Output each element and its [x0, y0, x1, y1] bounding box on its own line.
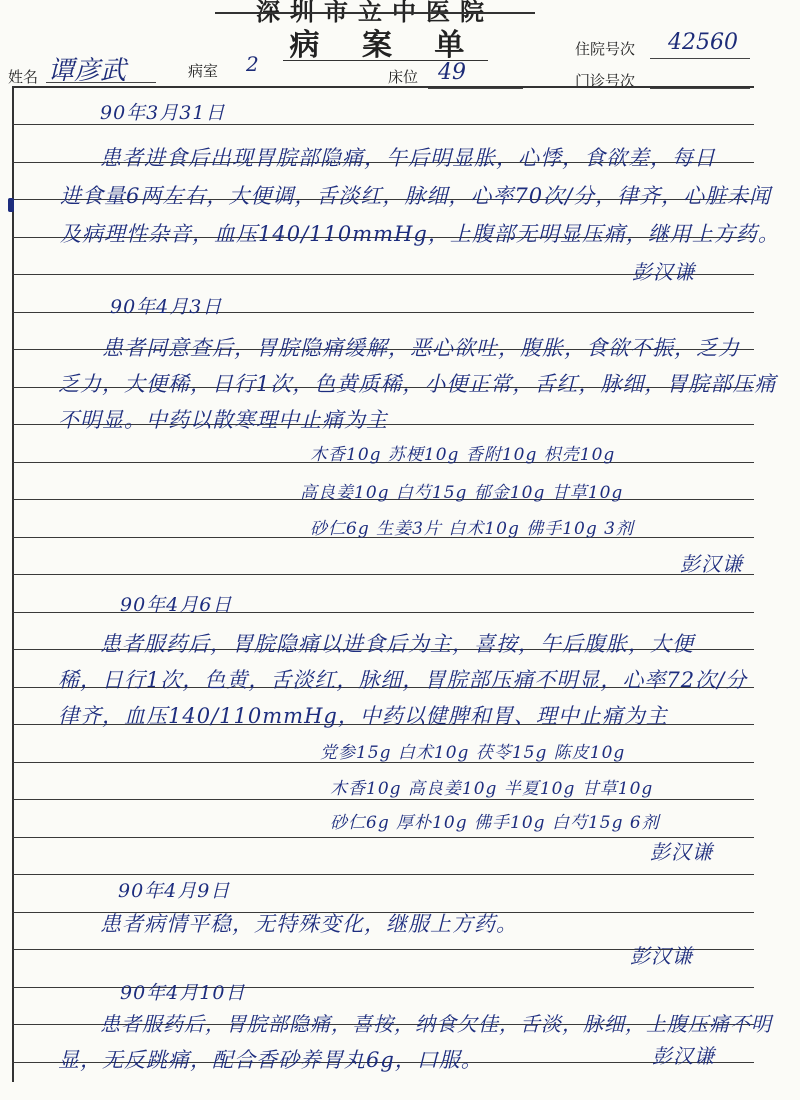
doctor-signature: 彭汉谦 [632, 260, 695, 284]
entry-text-line: 患者病情平稳，无特殊变化，继服上方药。 [100, 912, 518, 936]
prescription-line: 砂仁6g 生姜3片 白术10g 佛手10g 3剂 [310, 519, 634, 539]
entry-date: 90年3月31日 [100, 102, 226, 124]
entry-text-line: 患者进食后出现胃脘部隐痛，午后明显胀，心悸，食欲差，每日 [100, 146, 716, 170]
entry-text-line: 不明显。中药以散寒理中止痛为主 [58, 408, 388, 432]
name-underline [46, 82, 156, 83]
ward-label: 病室 [188, 62, 219, 80]
ruled-line [12, 799, 754, 800]
doctor-signature: 彭汉谦 [650, 840, 713, 864]
entry-date: 90年4月9日 [118, 880, 231, 902]
hospital-underline [215, 12, 535, 14]
prescription-line: 高良姜10g 白芍15g 郁金10g 甘草10g [300, 483, 624, 503]
ward-value: 2 [246, 52, 259, 76]
entry-date: 90年4月10日 [120, 982, 246, 1004]
entry-text-line: 显，无反跳痛，配合香砂养胃丸6g，口服。 [58, 1048, 483, 1072]
name-value: 谭彦武 [48, 56, 127, 86]
entry-text-line: 乏力，大便稀，日行1次，色黄质稀，小便正常，舌红，脉细，胃脘部压痛 [58, 372, 777, 396]
admission-number-value: 42560 [668, 30, 738, 55]
entry-text-line: 患者服药后，胃脘部隐痛，喜按，纳食欠佳，舌淡，脉细，上腹压痛不明 [100, 1012, 772, 1036]
outpatient-number-label: 门诊号次 [575, 72, 636, 90]
entry-date: 90年4月3日 [110, 296, 223, 318]
ruled-line [12, 874, 754, 875]
hospital-name: 深圳市立中医院 [256, 0, 494, 26]
admission-number-underline [650, 58, 750, 59]
prescription-line: 砂仁6g 厚朴10g 佛手10g 白芍15g 6剂 [330, 813, 660, 833]
entry-date: 90年4月6日 [120, 594, 233, 616]
prescription-line: 党参15g 白术10g 茯苓15g 陈皮10g [320, 743, 626, 763]
doctor-signature: 彭汉谦 [680, 552, 743, 576]
entry-text-line: 律齐，血压140/110mmHg，中药以健脾和胃、理中止痛为主 [58, 704, 668, 728]
entry-text-line: 患者同意查后，胃脘隐痛缓解，恶心欲吐，腹胀，食欲不振，乏力 [102, 336, 740, 360]
entry-text-line: 进食量6两左右，大便调，舌淡红，脉细，心率70次/分，律齐，心脏未闻 [60, 184, 772, 208]
entry-text-line: 稀，日行1次，色黄，舌淡红，脉细，胃脘部压痛不明显，心率72次/分 [58, 668, 748, 692]
entry-text-line: 患者服药后，胃脘隐痛以进食后为主，喜按，午后腹胀，大便 [100, 632, 694, 656]
name-label: 姓名 [8, 68, 39, 86]
bed-label: 床位 [388, 68, 419, 86]
doctor-signature: 彭汉谦 [652, 1044, 715, 1068]
prescription-line: 木香10g 苏梗10g 香附10g 枳壳10g [310, 445, 616, 465]
page-title: 病 案 单 [289, 28, 481, 63]
doctor-signature: 彭汉谦 [630, 944, 693, 968]
entry-text-line: 及病理性杂音，血压140/110mmHg，上腹部无明显压痛，继用上方药。 [60, 222, 780, 246]
bed-value: 49 [438, 60, 466, 85]
prescription-line: 木香10g 高良姜10g 半夏10g 甘草10g [330, 779, 654, 799]
ruled-line [12, 574, 754, 575]
ruled-line [12, 837, 754, 838]
admission-number-label: 住院号次 [575, 40, 636, 58]
margin-ink-mark [8, 198, 14, 212]
